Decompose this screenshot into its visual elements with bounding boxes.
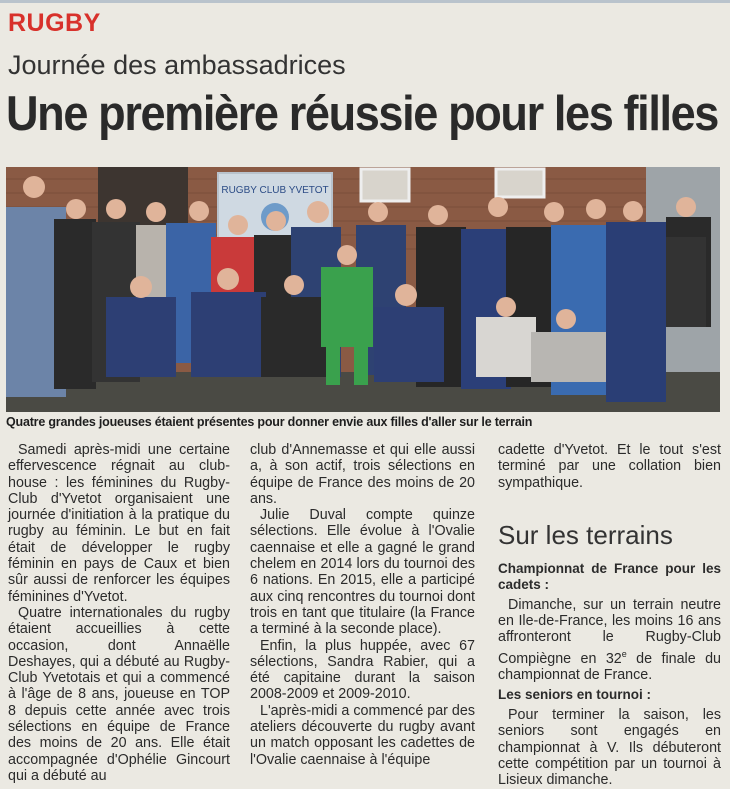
paragraph: Samedi après-midi une certaine effervescence régnait au club-house : les féminines du Rugby-Club d'Yvetot organisaient une journée d'initiation à la pratique du rugby au féminin. Le but en fait était de développer le rugby féminin en pays de Caux et bien sûr aussi de renforcer les équipes féminines d'Yvetot. (8, 442, 230, 605)
paragraph (498, 597, 721, 683)
team-photo (6, 167, 720, 412)
paragraph: club d'Annemasse et qui elle aussi a, à son actif, trois sélections en équipe de France des moins de 20 ans. (250, 442, 475, 507)
paragraph-text: de finale du championnat de France. (498, 650, 721, 683)
paragraph: Enfin, la plus huppée, avec 67 sélections, Sandra Rabier, qui a été capitaine durant la saison 2008-2009 et 2009-2010. (250, 637, 475, 703)
photo-caption: Quatre grandes joueuses étaient présentes pour donner envie aux filles d'aller sur le terrain (6, 415, 533, 429)
paragraph-text: Dimanche, sur un terrain neutre en Ile-de-France, les moins 16 ans affronteront le Rugby-Club Compiègne en 32 (498, 596, 721, 667)
paragraph: cadette d'Yvetot. Et le tout s'est terminé par une collation bien sympathique. (498, 442, 721, 491)
paragraph: Julie Duval compte quinze sélections. Elle évolue à l'Ovalie caennaise et elle a gagné le grand chelem en 2014 lors du tournoi des 6 nations. En 2015, elle a participé aux cinq rencontres du tournoi dont trois en tant que titulaire (la France a terminé à la seconde place). (250, 507, 475, 638)
column-1 (8, 442, 230, 784)
ordinal-suffix: e (621, 648, 627, 659)
paragraph: Quatre internationales du rugby étaient accueillies à cette occasion, dont Annaëlle Deshayes, qui a débuté au Rugby-Club Yvetotais et qui a commencé à l'âge de 8 ans, joueuse en TOP 8 depuis cette année avec trois sélections en équipe de France des moins de 20 ans. Elle était accompagnée d'Ophélie Gincourt qui a débuté au (8, 604, 230, 784)
top-rule (0, 0, 730, 3)
section-rubric: RUGBY (8, 9, 101, 37)
subheading: Les seniors en tournoi : (498, 687, 652, 703)
section-title: Sur les terrains (498, 519, 673, 550)
club-sign-text: RUGBY CLUB YVETOT (221, 185, 329, 196)
subheading: Championnat de France pour les cadets : (498, 560, 721, 592)
article-kicker: Journée des ambassadrices (8, 50, 346, 80)
paragraph: L'après-midi a commencé par des ateliers découverte du rugby avant un match opposant les cadettes de l'Ovalie caennaise à l'équipe (250, 702, 475, 768)
column-3 (498, 442, 721, 789)
paragraph: Pour terminer la saison, les seniors sont engagés en championnat à V. Ils débuteront cette compétition par un tournoi à Lisieux dimanche. (498, 707, 721, 789)
column-2 (250, 442, 475, 768)
article-headline: Une première réussie pour les filles (6, 87, 718, 141)
